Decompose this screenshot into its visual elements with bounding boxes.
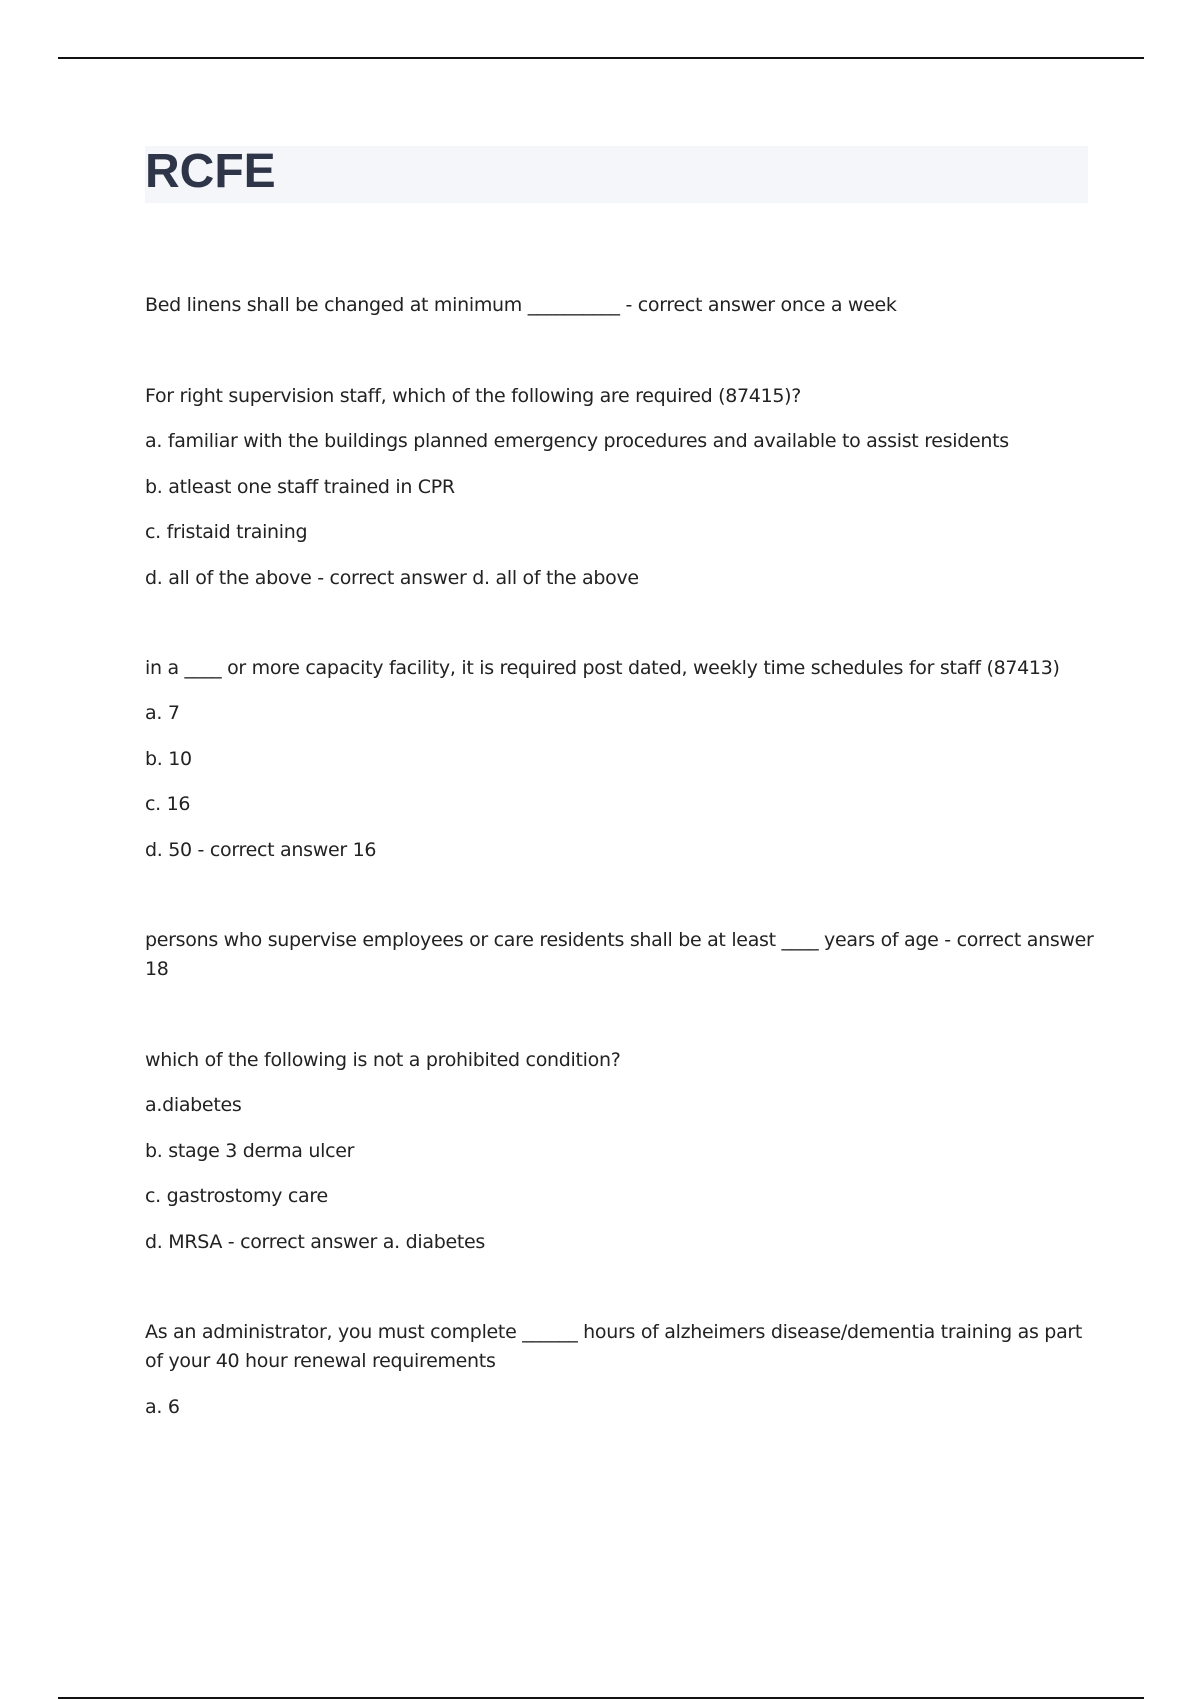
question-5-stem: which of the following is not a prohibited condition? xyxy=(145,1049,621,1071)
question-2-option-c: c. fristaid training xyxy=(145,521,308,543)
question-3-option-a: a. 7 xyxy=(145,702,180,724)
question-1-stem: Bed linens shall be changed at minimum __________ - correct answer once a week xyxy=(145,294,897,316)
question-3-option-d: d. 50 - correct answer 16 xyxy=(145,839,377,861)
question-6-stem: As an administrator, you must complete ______ hours of alzheimers disease/dementia training as part of your 40 hour renewal requirements xyxy=(145,1321,1083,1372)
question-4-stem: persons who supervise employees or care residents shall be at least ____ years of age - correct answer 18 xyxy=(145,929,1094,980)
document-title: RCFE xyxy=(145,145,276,198)
top-rule xyxy=(58,57,1144,59)
question-3-option-b: b. 10 xyxy=(145,748,192,770)
question-2-option-a: a. familiar with the buildings planned emergency procedures and available to assist residents xyxy=(145,430,1009,452)
question-2-option-b: b. atleast one staff trained in CPR xyxy=(145,476,455,498)
question-5-option-d: d. MRSA - correct answer a. diabetes xyxy=(145,1231,486,1253)
question-3-stem: in a ____ or more capacity facility, it is required post dated, weekly time schedules for staff (87413) xyxy=(145,657,1060,679)
question-3-option-c: c. 16 xyxy=(145,793,191,815)
bottom-rule xyxy=(58,1697,1144,1699)
title-band xyxy=(145,146,1088,203)
question-6-option-a: a. 6 xyxy=(145,1396,180,1418)
question-5-option-b: b. stage 3 derma ulcer xyxy=(145,1140,355,1162)
question-2-option-d: d. all of the above - correct answer d. all of the above xyxy=(145,567,639,589)
question-5-option-a: a.diabetes xyxy=(145,1094,242,1116)
question-2-stem: For right supervision staff, which of the following are required (87415)? xyxy=(145,385,802,407)
question-5-option-c: c. gastrostomy care xyxy=(145,1185,328,1207)
